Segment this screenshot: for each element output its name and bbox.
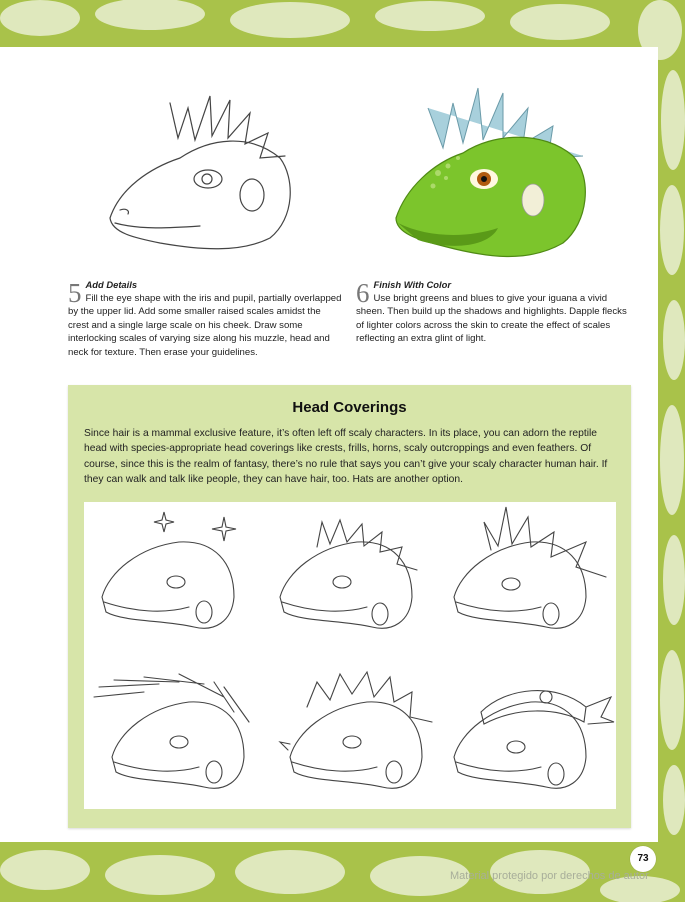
- step-6-number: 6: [356, 278, 370, 308]
- copyright-watermark: Material protegido por derechos de autor: [450, 870, 649, 882]
- step-6-text: Use bright greens and blues to give your iguana a vivid sheen. Then build up the shadows and highlights. Dapple flecks of lighter colors across the skin to create the effect of scales reflecting an extra glint of light.: [356, 292, 627, 345]
- step-5: [68, 278, 344, 360]
- sidebar-title: Head Coverings: [292, 399, 407, 416]
- head-coverings-sidebar: [68, 385, 631, 828]
- sketch-grid: [84, 502, 616, 809]
- head-coverings-sketches: [84, 502, 616, 809]
- sketch-horns: [280, 672, 432, 788]
- sketch-hair: [94, 674, 249, 788]
- sketch-bandana: [454, 691, 614, 789]
- step-5-text: Fill the eye shape with the iris and pupil, partially overlapped by the upper lid. Add some smaller raised scales amidst the crest and a single large scale on his cheek. Draw some interlocking scales of varying size along his muzzle, head and neck for texture. Then erase your guidelines.: [68, 292, 342, 358]
- colored-illustration: [388, 78, 603, 273]
- step-6-title: Finish With Color: [373, 279, 452, 290]
- sketch-plain-sparkle: [102, 512, 236, 628]
- sidebar-text: Since hair is a mammal exclusive feature, it’s often left off scaly characters. In its place, you can adorn the reptile head with species-appropriate head coverings like crests, frills, horns, scaly outcroppings and even feathers. Of course, since this is the realm of fantasy, there’s no rule that says you can’t give your scaly character human hair. If they can walk and talk like people, they can have hair, too. Hats are another option.: [84, 428, 608, 486]
- sketch-illustration: [100, 78, 310, 268]
- page-number: 73: [630, 846, 656, 872]
- step-5-title: Add Details: [85, 279, 138, 290]
- sketch-frill: [454, 507, 606, 628]
- step-6: [356, 278, 630, 346]
- sketch-crest: [280, 520, 417, 628]
- step-5-number: 5: [68, 278, 82, 308]
